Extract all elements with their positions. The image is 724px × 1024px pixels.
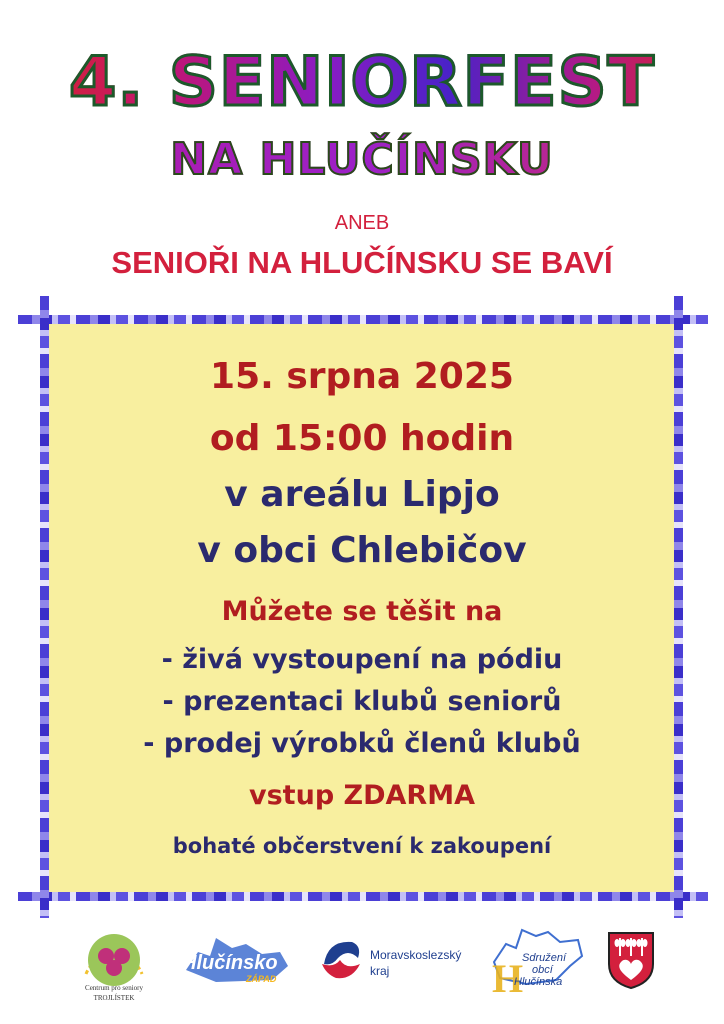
- event-date: 15. srpna 2025: [210, 356, 514, 397]
- event-title-region: NA HLUČÍNSKU: [0, 130, 724, 190]
- program-item: - živá vystoupení na pódiu: [161, 644, 563, 675]
- event-village: v obci Chlebičov: [197, 530, 527, 571]
- frame-top-stripe: [18, 315, 708, 324]
- program-item: - prodej výrobků členů klubů: [143, 728, 581, 759]
- hlucinsko-name: Hlučínsko: [182, 952, 278, 974]
- hlucinsko-logo: [176, 930, 296, 990]
- heart-shield-icon: [606, 930, 656, 990]
- msk-line2: kraj: [370, 964, 390, 978]
- refreshment-note: bohaté občerstvení k zakoupení: [172, 834, 552, 858]
- event-subtitle: SENIOŘI NA HLUČÍNSKU SE BAVÍ: [111, 245, 613, 280]
- msk-logo: [318, 934, 478, 984]
- program-item: - prezentaci klubů seniorů: [162, 686, 562, 717]
- svg-text:H: H: [492, 956, 524, 1001]
- event-title: 4. SENIORFEST: [0, 38, 724, 128]
- frame-bottom-stripe: [18, 892, 708, 901]
- sdruzeni-logo: [486, 922, 586, 1002]
- trojlistek-logo: [66, 922, 162, 1014]
- entry-free: vstup ZDARMA: [249, 780, 475, 811]
- msk-line1: Moravskoslezský: [370, 948, 462, 962]
- sdruzeni-line3: Hlučínska: [514, 976, 563, 988]
- msk-emblem-icon: [318, 934, 366, 982]
- aneb-label: ANEB: [334, 212, 390, 234]
- hlucinsko-sub: ZÁPAD: [246, 974, 277, 984]
- event-venue: v areálu Lipjo: [224, 474, 500, 515]
- sdruzeni-line1: Sdružení: [522, 952, 567, 964]
- event-time: od 15:00 hodin: [209, 418, 515, 459]
- trojlistek-line1: Centrum pro seniory: [85, 984, 143, 992]
- trojlistek-line2: TROJLÍSTEK: [93, 994, 135, 1002]
- coat-of-arms: [606, 930, 656, 990]
- program-heading: Můžete se těšit na: [221, 596, 503, 627]
- sdruzeni-line2: obcí: [532, 964, 553, 976]
- clover-icon: [66, 922, 162, 992]
